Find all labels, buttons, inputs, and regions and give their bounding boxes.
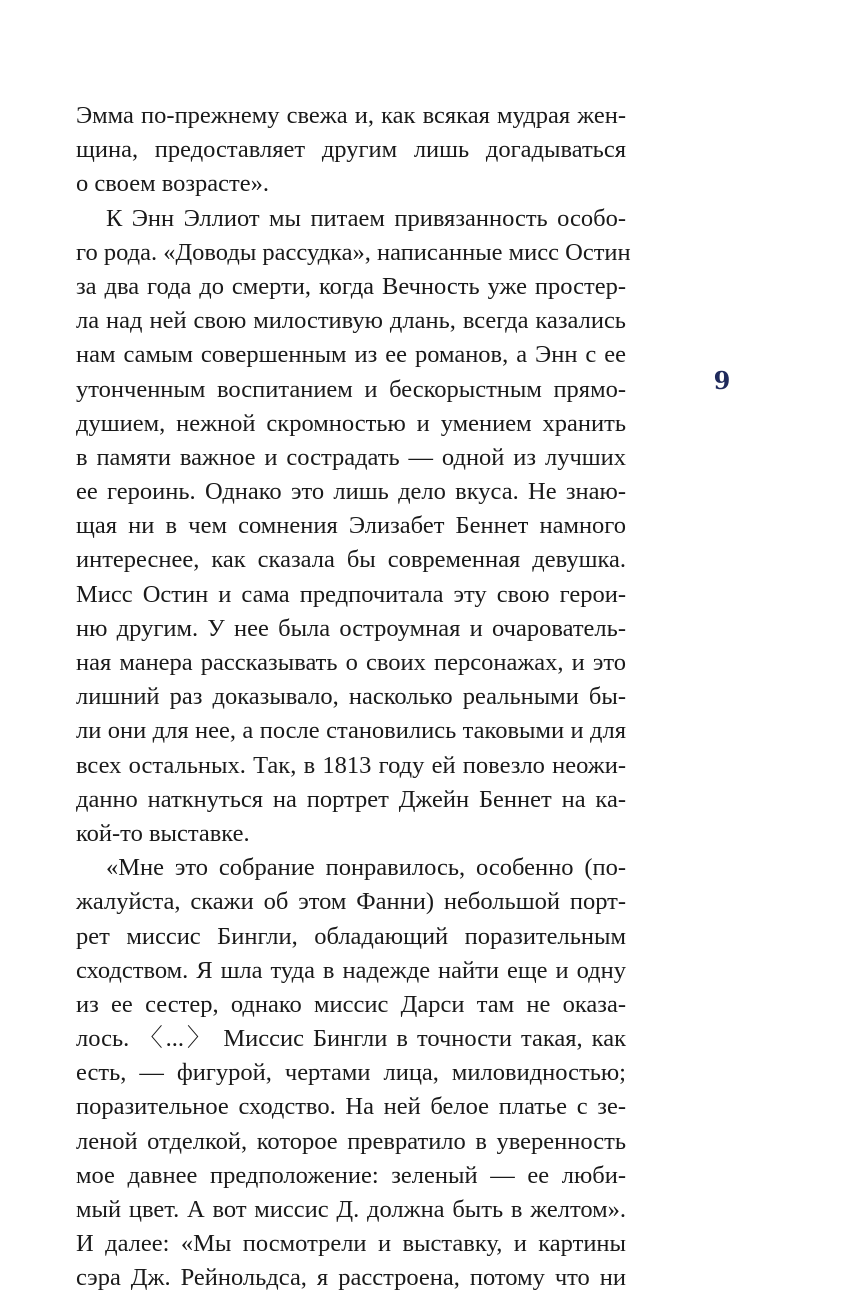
text-line: интереснее, как сказала бы современная девушка. bbox=[76, 546, 626, 574]
text-line: жалуйста, скажи об этом Фанни) небольшой порт- bbox=[76, 888, 626, 916]
text-line: ла над ней свою милостивую длань, всегда казались bbox=[76, 307, 626, 335]
text-line: «Мне это собрание понравилось, особенно (по- bbox=[106, 854, 626, 882]
text-line: К Энн Эллиот мы питаем привязанность особо- bbox=[106, 204, 626, 232]
text-line: утонченным воспитанием и бескорыстным прямо- bbox=[76, 375, 626, 403]
text-line: кой-то выставке. bbox=[76, 819, 250, 847]
text-line: данно наткнуться на портрет Джейн Беннет на ка- bbox=[76, 785, 626, 813]
text-line: в памяти важное и сострадать — одной из лучших bbox=[76, 443, 626, 471]
text-line: ли они для нее, а после становились таковыми и для bbox=[76, 717, 626, 745]
text-line: сэра Дж. Рейнольдса, я расстроена, потому что ни bbox=[76, 1264, 626, 1292]
text-line: щая ни в чем сомнения Элизабет Беннет намного bbox=[76, 512, 626, 540]
text-line: о своем возрасте». bbox=[76, 170, 269, 198]
text-line: И далее: «Мы посмотрели и выставку, и картины bbox=[76, 1230, 626, 1258]
text-line: из ее сестер, однако миссис Дарси там не оказа- bbox=[76, 990, 626, 1018]
text-line: за два года до смерти, когда Вечность уже простер- bbox=[76, 272, 626, 300]
text-line: лось. 〈...〉 Миссис Бингли в точности такая, как bbox=[76, 1025, 626, 1053]
text-line: сходством. Я шла туда в надежде найти еще и одну bbox=[76, 956, 626, 984]
text-line: всех остальных. Так, в 1813 году ей повезло неожи- bbox=[76, 751, 626, 779]
text-line: поразительное сходство. На ней белое платье с зе- bbox=[76, 1093, 626, 1121]
text-line: душием, нежной скромностью и умением хранить bbox=[76, 409, 626, 437]
text-line: мое давнее предположение: зеленый — ее люби- bbox=[76, 1161, 626, 1189]
page-number: 9 bbox=[713, 366, 731, 395]
text-line: щина, предоставляет другим лишь догадываться bbox=[76, 136, 626, 164]
body-text bbox=[76, 99, 631, 1296]
text-line: есть, — фигурой, чертами лица, миловидностью; bbox=[76, 1059, 626, 1087]
text-line: Эмма по-прежнему свежа и, как всякая мудрая жен- bbox=[76, 102, 626, 129]
text-line: ее героинь. Однако это лишь дело вкуса. Не знаю- bbox=[76, 478, 626, 506]
text-line: го рода. «Доводы рассудка», написанные мисс Остин bbox=[76, 238, 631, 266]
text-line: Мисс Остин и сама предпочитала эту свою герои- bbox=[76, 580, 626, 608]
text-line: лишний раз доказывало, насколько реальными бы- bbox=[76, 683, 626, 711]
text-line: рет миссис Бингли, обладающий поразительным bbox=[76, 922, 626, 950]
text-line: леной отделкой, которое превратило в уверенность bbox=[76, 1127, 626, 1155]
text-line: ная манера рассказывать о своих персонажах, и это bbox=[76, 649, 626, 676]
text-line: мый цвет. А вот миссис Д. должна быть в желтом». bbox=[76, 1196, 626, 1223]
text-line: нам самым совершенным из ее романов, а Энн с ее bbox=[76, 341, 626, 369]
text-line: ню другим. У нее была остроумная и очарователь- bbox=[76, 614, 626, 642]
